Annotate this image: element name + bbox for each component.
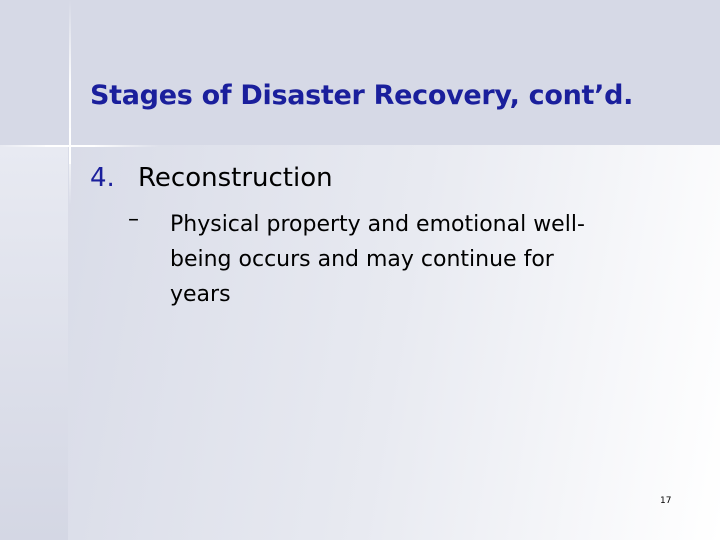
- item-number: 4.: [90, 163, 115, 193]
- content-panel: [68, 145, 720, 540]
- page-number: 17: [660, 496, 672, 506]
- sub-bullet-line: years: [170, 282, 231, 307]
- sub-bullet-line: Physical property and emotional well-: [170, 212, 585, 237]
- sub-bullet-marker: –: [128, 207, 139, 232]
- sub-bullet-line: being occurs and may continue for: [170, 247, 554, 272]
- sub-bullet-text: [170, 207, 640, 312]
- decorative-star-horizontal: [45, 145, 95, 147]
- decorative-vertical-line: [69, 0, 71, 205]
- left-background-band: [0, 145, 68, 540]
- title-background-band: [0, 0, 720, 145]
- numbered-item: [90, 163, 333, 193]
- item-label: Reconstruction: [138, 163, 333, 193]
- slide-title: Stages of Disaster Recovery, cont’d.: [90, 80, 634, 111]
